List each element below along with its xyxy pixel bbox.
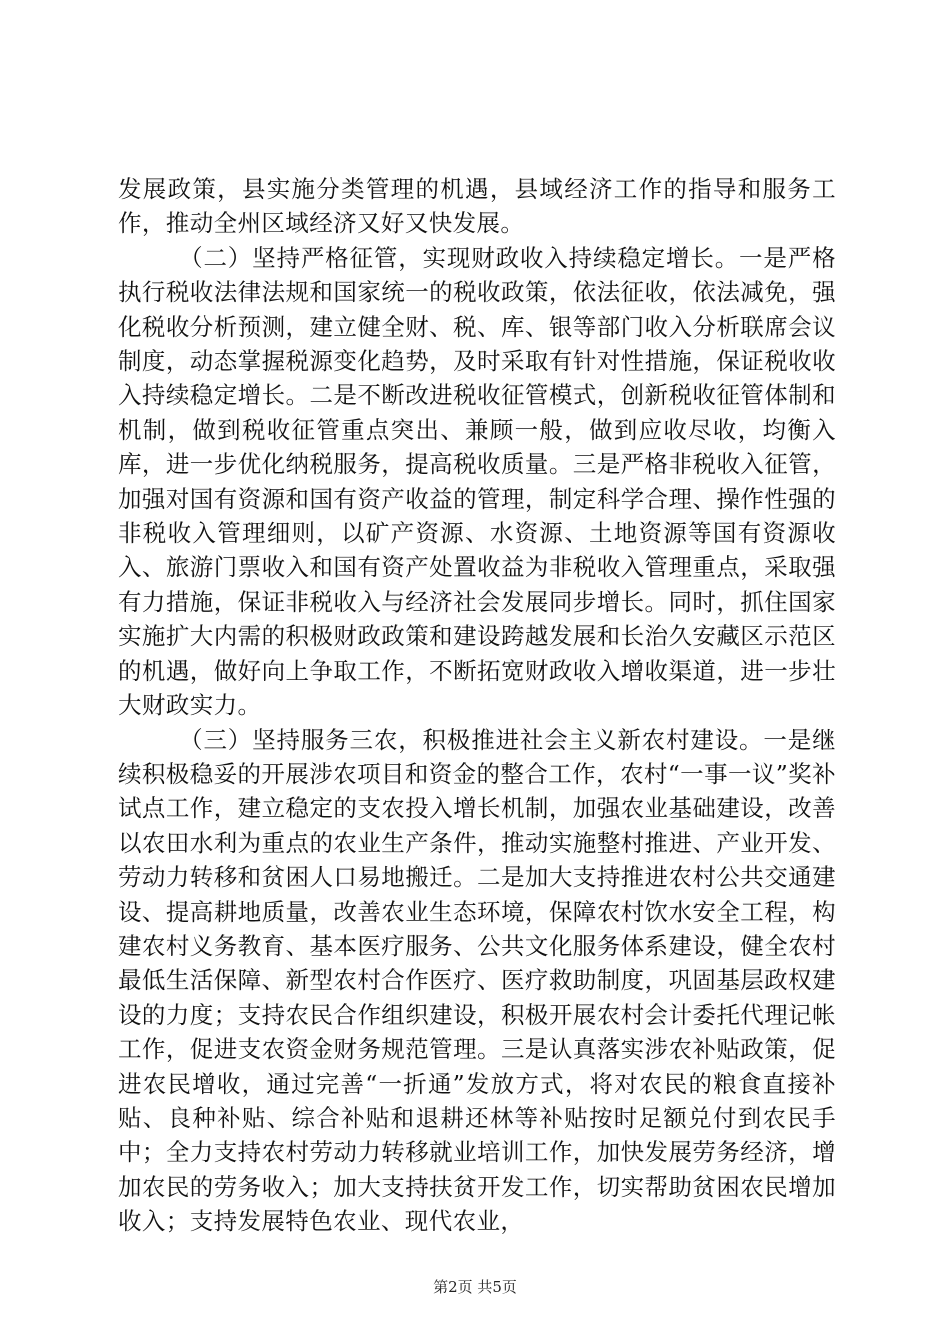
- paragraph-1: 发展政策，县实施分类管理的机遇，县域经济工作的指导和服务工作，推动全州区域经济又好又快发展。: [118, 175, 836, 238]
- paragraph-2: （二）坚持严格征管，实现财政收入持续稳定增长。一是严格执行税收法律法规和国家统一的税收政策，依法征收，依法减免，强化税收分析预测，建立健全财、税、库、银等部门收入分析联席会议制度，动态掌握税源变化趋势，及时采取有针对性措施，保证税收收入持续稳定增长。二是不断改进税收征管模式，创新税收征管体制和机制，做到税收征管重点突出、兼顾一般，做到应收尽收，均衡入库，进一步优化纳税服务，提高税收质量。三是严格非税收入征管，加强对国有资源和国有资产收益的管理，制定科学合理、操作性强的非税收入管理细则，以矿产资源、水资源、土地资源等国有资源收入、旅游门票收入和国有资产处置收益为非税收入管理重点，采取强有力措施，保证非税收入与经济社会发展同步增长。同时，抓住国家实施扩大内需的积极财政政策和建设跨越发展和长治久安藏区示范区的机遇，做好向上争取工作，不断拓宽财政收入增收渠道，进一步壮大财政实力。: [118, 243, 836, 720]
- page-number-footer: 第2页 共5页: [433, 1278, 517, 1296]
- paragraph-3: （三）坚持服务三农，积极推进社会主义新农村建设。一是继续积极稳妥的开展涉农项目和资金的整合工作，农村“一事一议”奖补试点工作，建立稳定的支农投入增长机制，加强农业基础建设，改善以农田水利为重点的农业生产条件，推动实施整村推进、产业开发、劳动力转移和贫困人口易地搬迁。二是加大支持推进农村公共交通建设、提高耕地质量，改善农业生态环境，保障农村饮水安全工程，构建农村义务教育、基本医疗服务、公共文化服务体系建设，健全农村最低生活保障、新型农村合作医疗、医疗救助制度，巩固基层政权建设的力度；支持农民合作组织建设，积极开展农村会计委托代理记帐工作，促进支农资金财务规范管理。三是认真落实涉农补贴政策，促进农民增收，通过完善“一折通”发放方式，将对农民的粮食直接补贴、良种补贴、综合补贴和退耕还林等补贴按时足额兑付到农民手中；全力支持农村劳动力转移就业培训工作，加快发展劳务经济，增加农民的劳务收入；加大支持扶贫开发工作，切实帮助贫困农民增加收入；支持发展特色农业、现代农业，: [118, 725, 836, 1236]
- document-body: [118, 172, 836, 1239]
